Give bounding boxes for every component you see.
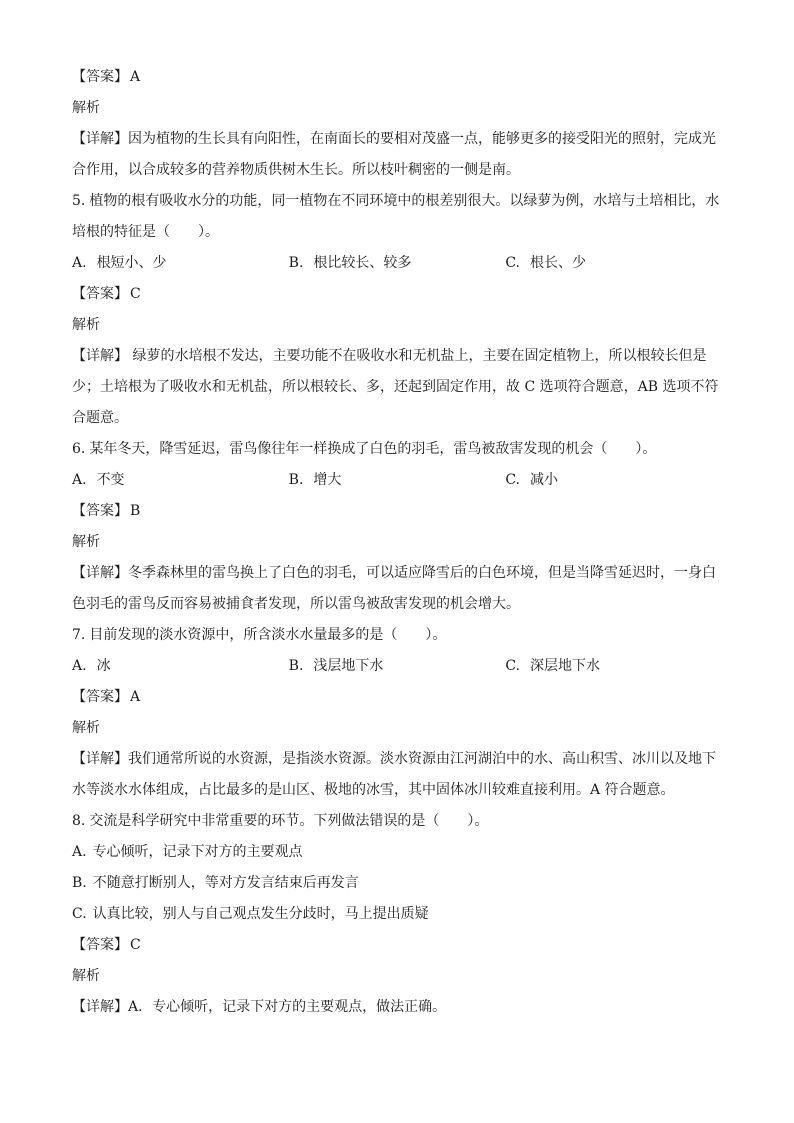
option-letter: A. <box>72 472 87 488</box>
question-text: 目前发现的淡水资源中，所含淡水水量最多的是（ ）。 <box>89 627 447 643</box>
question-line <box>72 217 722 248</box>
detail-line <box>72 341 722 372</box>
option-letter: C. <box>72 906 87 922</box>
answer-line <box>72 496 722 527</box>
detail-line <box>72 155 722 186</box>
question-text: 培根的特征是（ ）。 <box>72 224 219 240</box>
analysis-heading: 解析 <box>72 720 100 736</box>
option-text: 根比较长、较多 <box>313 255 412 271</box>
option-text: 根长、少 <box>530 255 587 271</box>
options-row <box>72 465 722 496</box>
analysis-heading: 解析 <box>72 317 100 333</box>
detail-text: 因为植物的生长具有向阳性，在南面长的要相对茂盛一点，能够更多的接受阳光的照射，完成光 <box>128 131 716 147</box>
option-item <box>505 465 722 496</box>
option-item <box>505 248 722 279</box>
option-letter: A. <box>72 255 87 271</box>
option-letter: B. <box>72 875 87 891</box>
detail-line <box>72 589 722 620</box>
options-row <box>72 651 722 682</box>
detail-line <box>72 775 722 806</box>
answer-tag: 【答案】 <box>72 689 128 705</box>
question-line <box>72 806 722 837</box>
answer-line <box>72 62 722 93</box>
option-item <box>289 465 506 496</box>
question-line <box>72 620 722 651</box>
detail-text: 合题意。 <box>72 410 128 426</box>
answer-value: A <box>130 69 141 85</box>
option-text: 认真比较，别人与自己观点发生分歧时，马上提出质疑 <box>92 906 429 922</box>
option-letter: A. <box>72 658 87 674</box>
detail-line <box>72 558 722 589</box>
option-text: 增大 <box>313 472 342 488</box>
option-item <box>72 899 722 930</box>
option-item <box>72 465 289 496</box>
option-letter: C. <box>505 255 521 271</box>
answer-value: A <box>130 689 141 705</box>
analysis-heading: 解析 <box>72 100 100 116</box>
detail-line <box>72 372 722 403</box>
detail-line <box>72 403 722 434</box>
detail-text: 冬季森林里的雷鸟换上了白色的羽毛，可以适应降雪后的白色环境，但是当降雪延迟时，一身白 <box>128 565 716 581</box>
detail-tag: 【详解】 <box>72 348 128 364</box>
question-number: 5. <box>72 193 86 209</box>
option-item <box>72 651 289 682</box>
answer-tag: 【答案】 <box>72 937 128 953</box>
analysis-heading: 解析 <box>72 534 100 550</box>
answer-value: C <box>130 937 141 953</box>
answer-value: B <box>130 503 141 519</box>
question-line <box>72 186 722 217</box>
detail-text: 合作用，以合成较多的营养物质供树木生长。所以枝叶稠密的一侧是南。 <box>72 162 520 178</box>
detail-text: 我们通常所说的水资源，是指淡水资源。淡水资源由江河湖泊中的水、高山积雪、冰川以及地下 <box>128 751 716 767</box>
answer-tag: 【答案】 <box>72 286 128 302</box>
question-text: 植物的根有吸收水分的功能，同一植物在不同环境中的根差别很大。以绿萝为例，水培与土培相比，水 <box>89 193 720 209</box>
answer-tag: 【答案】 <box>72 503 128 519</box>
answer-line <box>72 279 722 310</box>
detail-tag: 【详解】 <box>72 565 128 581</box>
question-text: 某年冬天，降雪延迟，雷鸟像往年一样换成了白色的羽毛，雷鸟被敌害发现的机会（ ）。 <box>89 441 657 457</box>
question-number: 6. <box>72 441 86 457</box>
option-letter: C. <box>505 658 521 674</box>
option-letter: B. <box>288 658 304 674</box>
question-number: 7. <box>72 627 86 643</box>
document-page <box>72 62 722 1023</box>
detail-tag: 【详解】 <box>72 131 128 147</box>
analysis-heading: 解析 <box>72 968 100 984</box>
option-text: 减小 <box>530 472 559 488</box>
option-letter: A. <box>72 844 87 860</box>
detail-line <box>72 124 722 155</box>
detail-text: 绿萝的水培根不发达，主要功能不在吸收水和无机盐上，主要在固定植物上，所以根较长但是 <box>128 348 707 364</box>
detail-text: A．专心倾听，记录下对方的主要观点，做法正确。 <box>128 999 447 1015</box>
option-item <box>289 248 506 279</box>
detail-line <box>72 992 722 1023</box>
option-text: 冰 <box>96 658 111 674</box>
question-number: 8. <box>72 813 86 829</box>
option-text: 浅层地下水 <box>313 658 384 674</box>
option-text: 深层地下水 <box>530 658 601 674</box>
option-letter: C. <box>505 472 521 488</box>
detail-tag: 【详解】 <box>72 999 128 1015</box>
answer-tag: 【答案】 <box>72 69 128 85</box>
detail-text: 少；土培根为了吸收水和无机盐，所以根较长、多，还起到固定作用，故 C 选项符合题意，AB 选项不符 <box>72 379 719 395</box>
option-text: 不随意打断别人，等对方发言结束后再发言 <box>92 875 359 891</box>
option-item <box>72 837 722 868</box>
option-text: 专心倾听，记录下对方的主要观点 <box>92 844 303 860</box>
options-row <box>72 248 722 279</box>
option-item <box>72 248 289 279</box>
option-letter: B. <box>288 472 304 488</box>
option-item <box>72 868 722 899</box>
option-letter: B. <box>288 255 304 271</box>
answer-value: C <box>130 286 141 302</box>
detail-tag: 【详解】 <box>72 751 128 767</box>
option-text: 不变 <box>96 472 125 488</box>
option-item <box>289 651 506 682</box>
question-line <box>72 434 722 465</box>
detail-text: 水等淡水水体组成，占比最多的是山区、极地的冰雪，其中固体冰川较难直接利用。A 符合题意。 <box>72 782 675 798</box>
detail-text: 色羽毛的雷鸟反而容易被捕食者发现，所以雷鸟被敌害发现的机会增大。 <box>72 596 520 612</box>
answer-line <box>72 682 722 713</box>
option-item <box>505 651 722 682</box>
option-text: 根短小、少 <box>96 255 167 271</box>
detail-line <box>72 744 722 775</box>
answer-line <box>72 930 722 961</box>
question-text: 交流是科学研究中非常重要的环节。下列做法错误的是（ ）。 <box>89 813 489 829</box>
